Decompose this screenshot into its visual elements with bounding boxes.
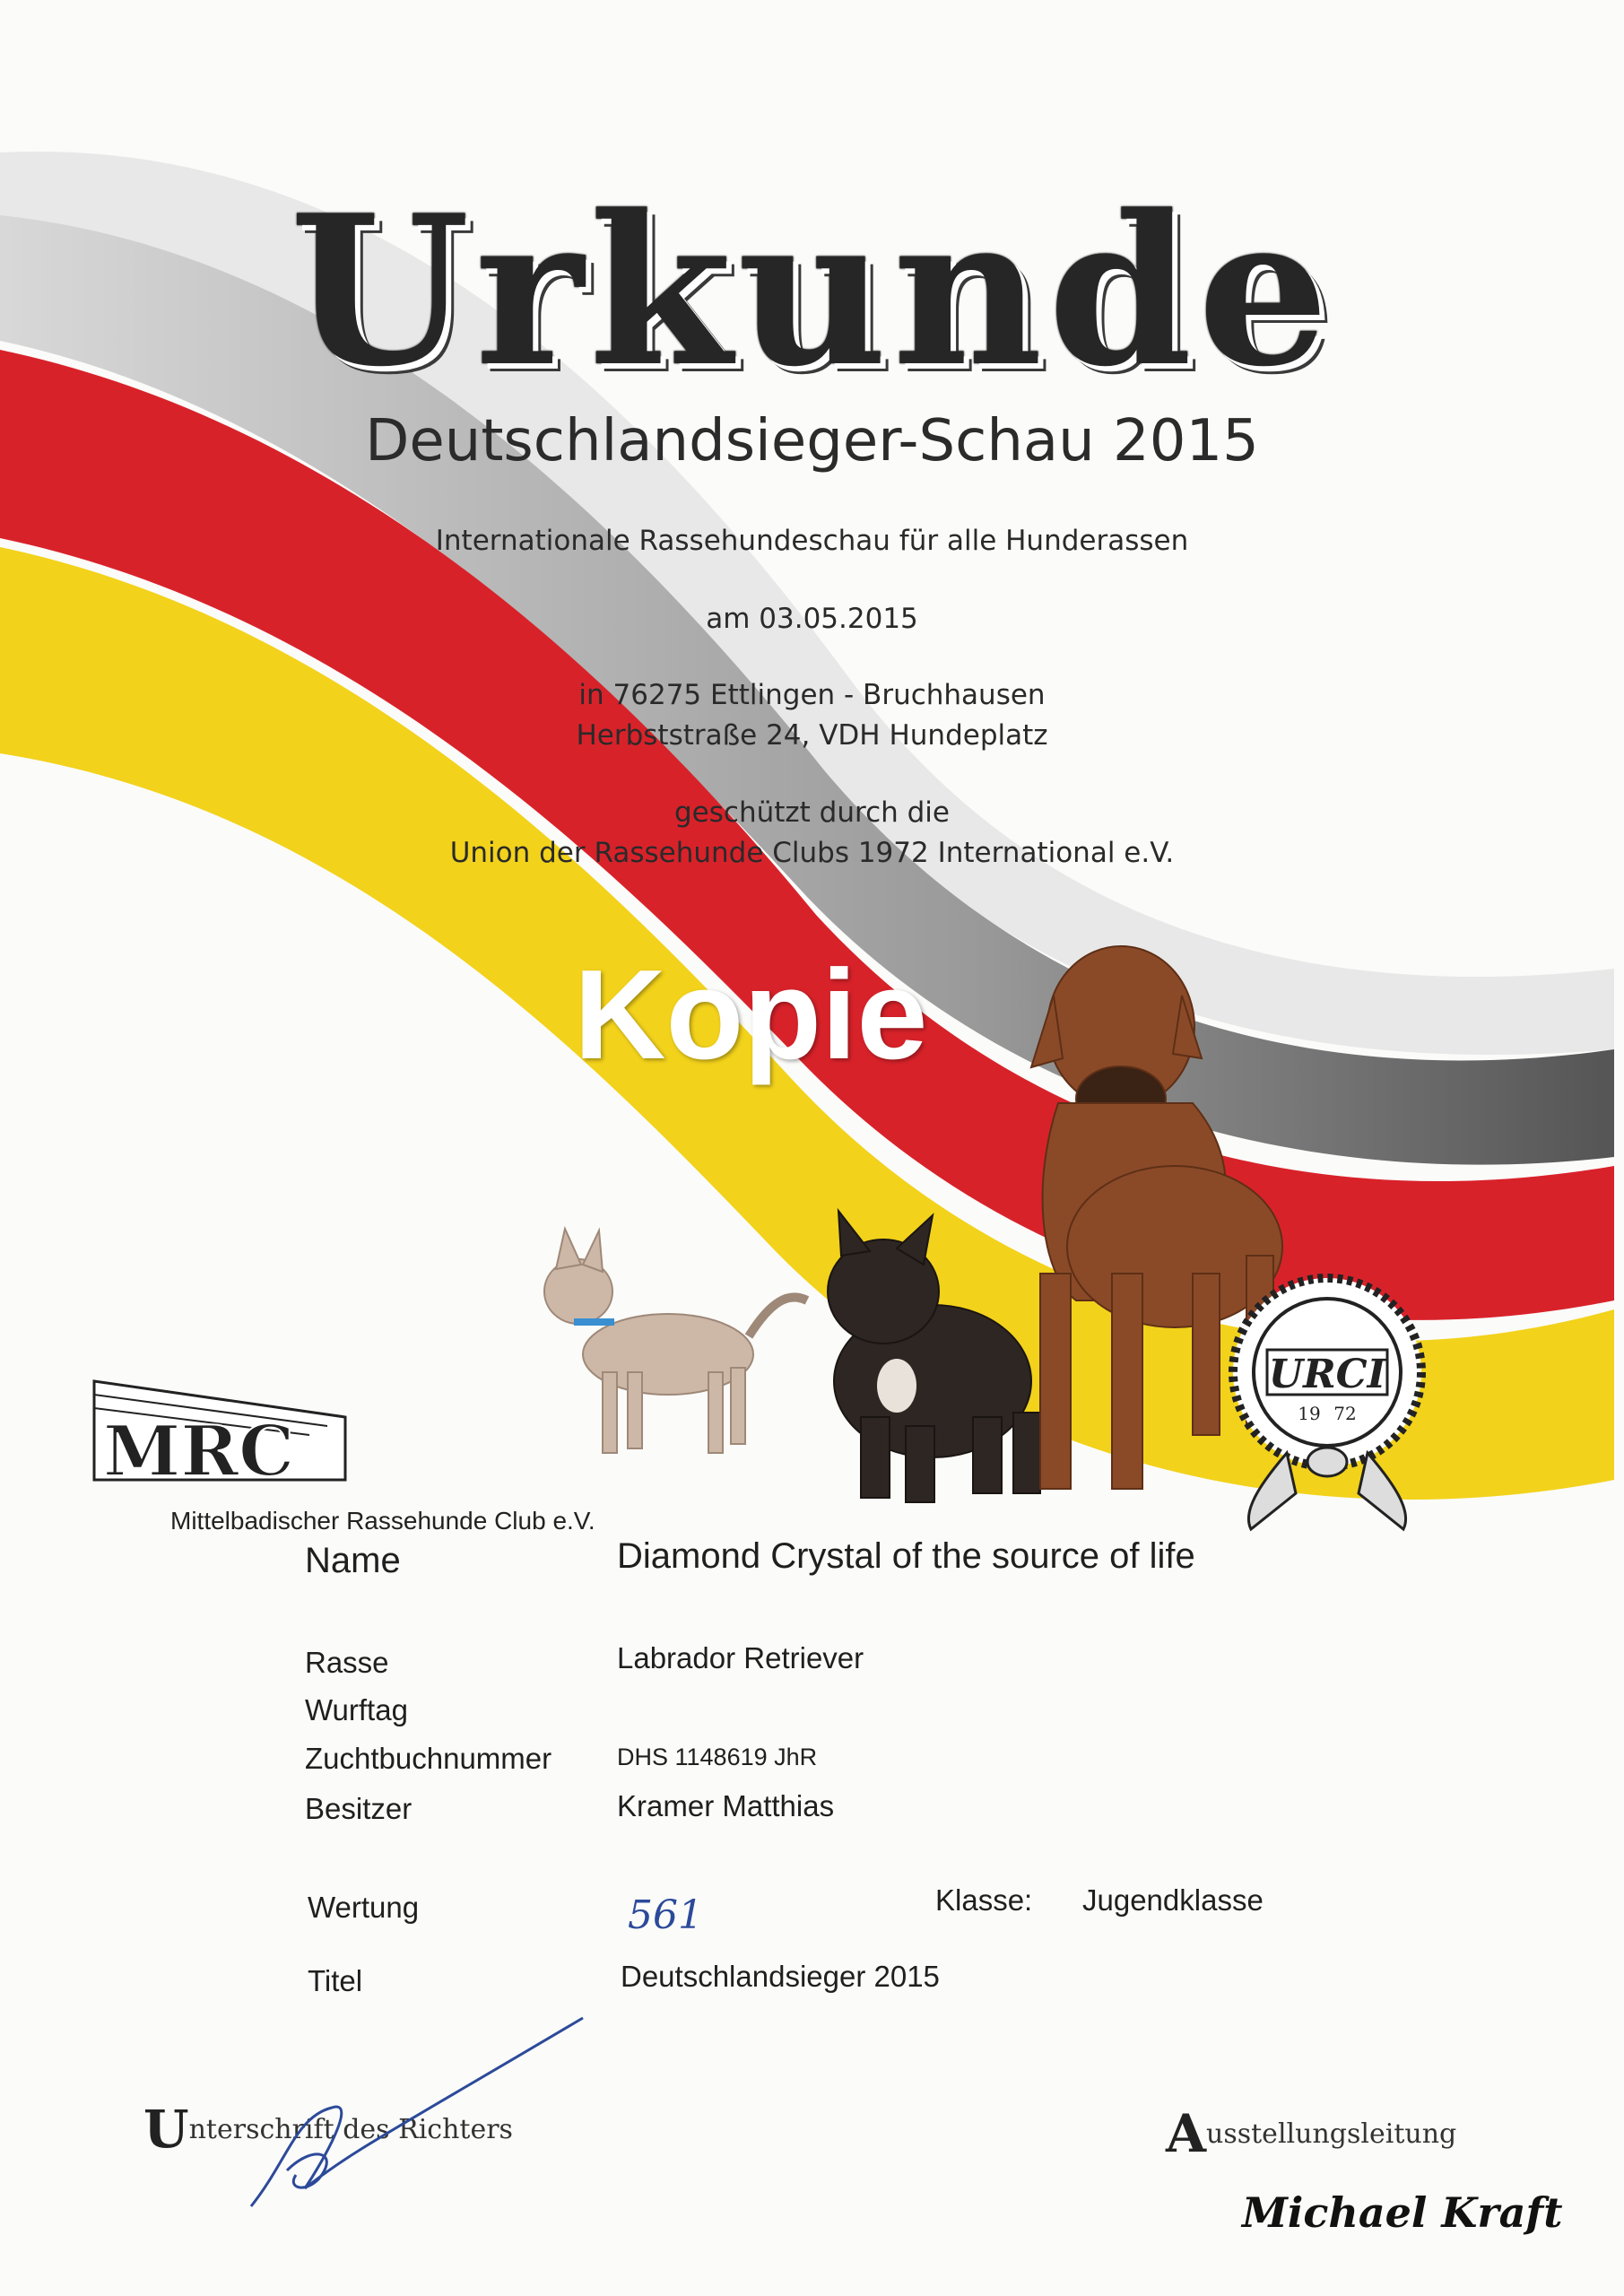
rasse-label: Rasse: [305, 1646, 389, 1679]
besitzer-label: Besitzer: [305, 1792, 413, 1825]
urci-year-left: 19: [1298, 1403, 1321, 1424]
titel-label: Titel: [308, 1964, 363, 1997]
wertung-handwritten-value: 561: [628, 1892, 703, 1938]
organizer-label-text: usstellungsleitung: [1206, 2118, 1457, 2150]
club-name: Mittelbadischer Rassehunde Club e.V.: [170, 1507, 595, 1535]
zuchtbuchnummer-label: Zuchtbuchnummer: [305, 1742, 552, 1775]
mrc-club-logo: [85, 1372, 372, 1516]
klasse-label: Klasse:: [935, 1883, 1033, 1917]
event-location-line2: Herbststraße 24, VDH Hundeplatz: [576, 719, 1048, 752]
titel-value: Deutschlandsieger 2015: [621, 1960, 940, 1993]
zuchtbuchnummer-value: DHS 1148619 JhR: [617, 1744, 818, 1770]
certificate-title: Urkunde: [290, 170, 1334, 413]
event-location-line1: in 76275 Ettlingen - Bruchhausen: [578, 679, 1046, 711]
urci-year-right: 72: [1333, 1403, 1357, 1424]
protected-line1: geschützt durch die: [674, 796, 950, 829]
judge-signature-scribble: [233, 2009, 592, 2215]
organizer-label-initial: A: [1166, 2103, 1207, 2164]
organizer-signature-name: Michael Kraft: [1242, 2188, 1563, 2237]
dog-name-value: Diamond Crystal of the source of life: [617, 1536, 1195, 1576]
organizer-label: [1166, 2103, 1456, 2164]
french-bulldog-image: [828, 1211, 1040, 1502]
besitzer-value: Kramer Matthias: [617, 1789, 835, 1822]
judge-label-initial: U: [143, 2099, 189, 2160]
mrc-logo-text: MRC: [103, 1411, 295, 1492]
wertung-label: Wertung: [308, 1891, 420, 1924]
urci-seal-logo: [1224, 1269, 1430, 1538]
rasse-value: Labrador Retriever: [617, 1641, 864, 1674]
event-date: am 03.05.2015: [706, 603, 918, 635]
judge-label-text: nterschrift des Richters: [188, 2114, 513, 2145]
wurftag-label: Wurftag: [305, 1693, 408, 1726]
copy-watermark: Kopie: [574, 944, 928, 1086]
protected-line2: Union der Rassehunde Clubs 1972 International e.V.: [449, 837, 1175, 869]
event-description: Internationale Rassehundeschau für alle Hunderassen: [435, 525, 1189, 557]
klasse-value: Jugendklasse: [1082, 1883, 1264, 1917]
name-label: Name: [305, 1541, 401, 1580]
urci-seal-text: URCI: [1268, 1352, 1386, 1397]
chihuahua-image: [544, 1229, 807, 1453]
show-subtitle: Deutschlandsieger-Schau 2015: [365, 408, 1259, 474]
